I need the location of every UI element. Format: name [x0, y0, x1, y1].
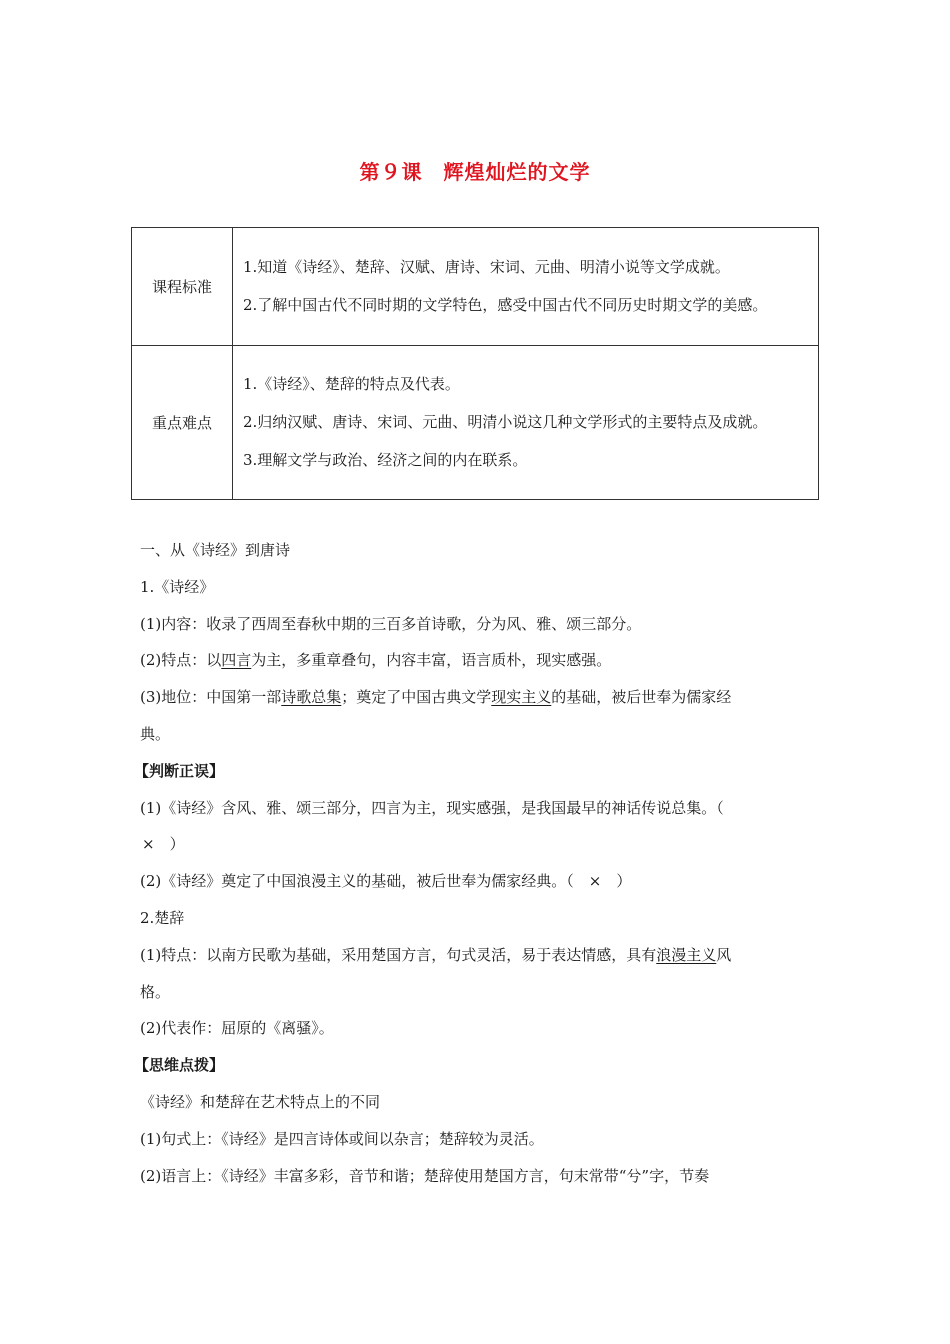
- chuci-feature: [140, 937, 820, 974]
- chuci-work: (2)代表作：屈原的《离骚》。: [140, 1019, 334, 1038]
- thinking-intro: 《诗经》和楚辞在艺术特点上的不同: [140, 1092, 381, 1111]
- thinking-point-2: (2)语言上：《诗经》丰富多彩，音节和谐；楚辞使用楚国方言，句末常带“兮”字，节奏: [140, 1166, 710, 1185]
- underlined-term: 现实主义: [491, 688, 552, 707]
- row-content-standards: [233, 228, 819, 346]
- section-heading: 一、从《诗经》到唐诗: [140, 541, 291, 559]
- list-item: 2.归纳汉赋、唐诗、宋词、元曲、明清小说这几种文学形式的主要特点及成就。: [243, 412, 768, 431]
- shijing-status-continued: 典。: [140, 724, 171, 743]
- judge-question-2: (2)《诗经》奠定了中国浪漫主义的基础，被后世奉为儒家经典。（ × ）: [140, 872, 632, 891]
- list-item: 1.《诗经》、楚辞的特点及代表。: [243, 374, 460, 393]
- underlined-term: 四言: [221, 651, 252, 670]
- list-item: 2.了解中国古代不同时期的文学特色，感受中国古代不同历史时期文学的美感。: [243, 295, 768, 314]
- table-row: [132, 228, 819, 346]
- thinking-point-1: (1)句式上：《诗经》是四言诗体或间以杂言；楚辞较为灵活。: [140, 1129, 544, 1148]
- text-run: 风: [716, 945, 732, 964]
- text-run: (1)特点：以南方民歌为基础，采用楚国方言，句式灵活，易于表达情感，具有: [140, 945, 657, 964]
- list-item: 3.理解文学与政治、经济之间的内在联系。: [243, 450, 528, 469]
- text-run: ；奠定了中国古典文学: [341, 688, 492, 707]
- page-title: 第９课 辉煌灿烂的文学: [359, 160, 591, 184]
- chuci-feature-continued: 格。: [140, 982, 171, 1001]
- shijing-feature: [140, 642, 820, 679]
- subsection-title-chuci: 2.楚辞: [140, 908, 185, 927]
- underlined-term: 浪漫主义: [656, 945, 717, 964]
- lesson-body: [134, 532, 820, 1194]
- row-content-keypoints: [233, 346, 819, 500]
- subsection-title-shijing: 1.《诗经》: [140, 577, 215, 596]
- judge-heading: 【判断正误】: [134, 761, 225, 780]
- text-run: (2)特点：以: [140, 651, 222, 670]
- text-run: 的基础，被后世奉为儒家经: [551, 688, 732, 707]
- list-item: 1.知道《诗经》、楚辞、汉赋、唐诗、宋词、元曲、明清小说等文学成就。: [243, 257, 730, 276]
- table-row: [132, 346, 819, 500]
- thinking-heading: 【思维点拨】: [134, 1056, 225, 1075]
- judge-answer-1: × ）: [142, 835, 185, 854]
- text-run: 为主，多重章叠句，内容丰富，语言质朴，现实感强。: [251, 651, 612, 670]
- judge-question-1: (1)《诗经》含风、雅、颂三部分，四言为主，现实感强，是我国最早的神话传说总集。（: [140, 798, 724, 817]
- row-label-keypoints: 重点难点: [132, 346, 233, 500]
- standards-table: [131, 227, 819, 500]
- row-label-standards: 课程标准: [132, 228, 233, 346]
- underlined-term: 诗歌总集: [281, 688, 342, 707]
- text-run: (3)地位：中国第一部: [140, 688, 282, 707]
- shijing-content: (1)内容：收录了西周至春秋中期的三百多首诗歌，分为风、雅、颂三部分。: [140, 614, 642, 633]
- shijing-status: [140, 679, 820, 716]
